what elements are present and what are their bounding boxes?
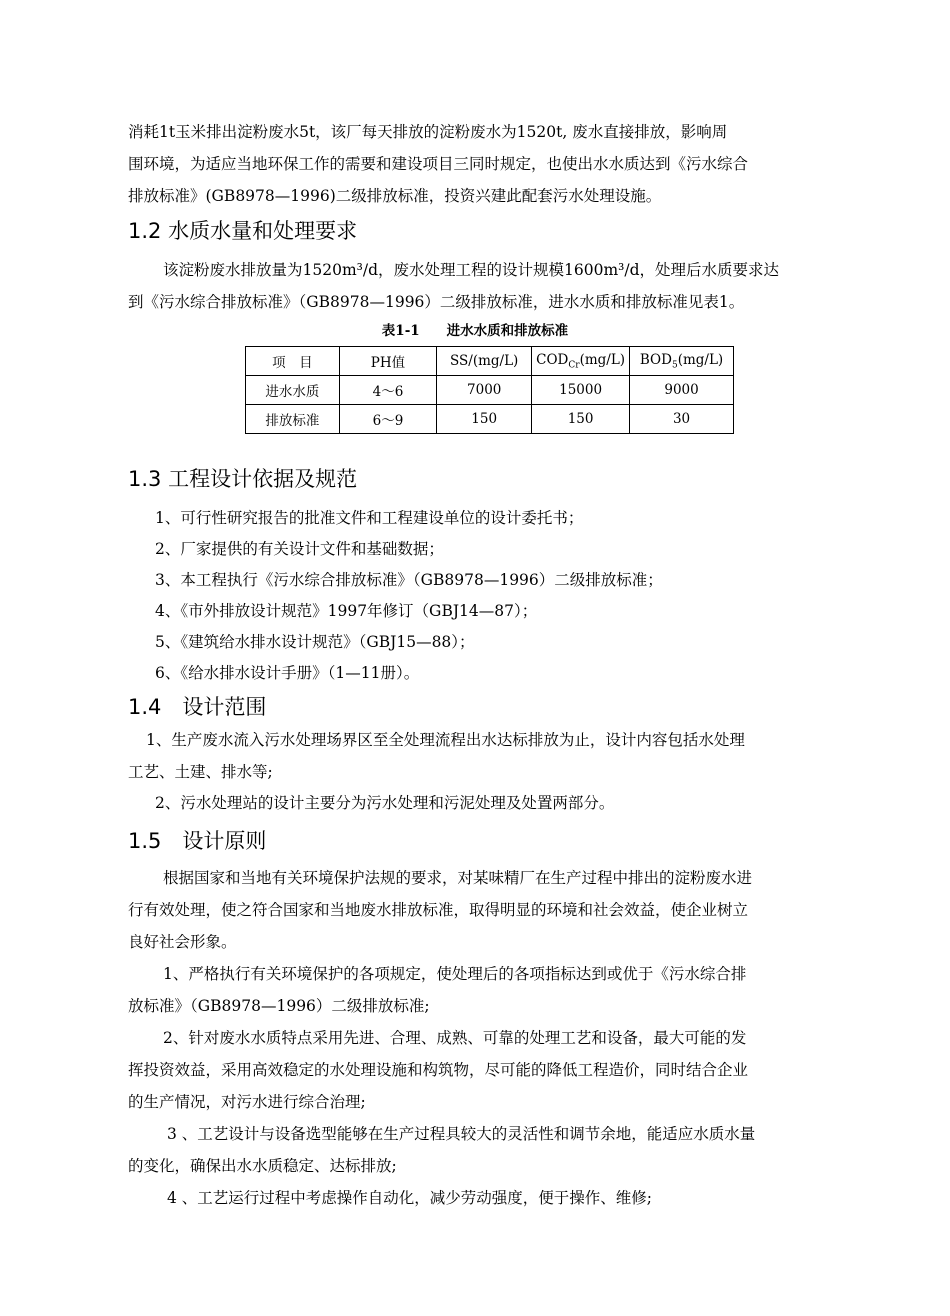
header-ph: PH值 <box>339 347 437 376</box>
cod-subscript: Cr <box>568 360 580 371</box>
principle-2-line-3: 的生产情况，对污水进行综合治理; <box>128 1093 366 1111</box>
list-item: 5、《建筑给水排水设计规范》（GBJ15—88）； <box>155 633 475 651</box>
principle-1-line-2: 放标准》（GB8978—1996）二级排放标准; <box>128 997 430 1015</box>
list-item: 6、《给水排水设计手册》（1—11册）。 <box>155 664 420 682</box>
table-cell: 150 <box>437 405 532 434</box>
principle-4: 4 、工艺运行过程中考虑操作自动化，减少劳动强度，便于操作、维修; <box>167 1189 653 1207</box>
sec-1-2-para-line-2: 到《污水综合排放标准》（GB8978—1996）二级排放标准，进水水质和排放标准见表1。 <box>128 293 745 311</box>
cod-unit: (mg/L) <box>579 351 626 368</box>
principle-3-line-2: 的变化，确保出水水质稳定、达标排放; <box>128 1157 397 1175</box>
sec-1-2-para-line-1: 该淀粉废水排放量为1520m³/d，废水处理工程的设计规模1600m³/d，处理后水质要求达 <box>163 261 780 279</box>
header-cod <box>532 347 630 376</box>
sec-1-5-para-line-2: 行有效处理，使之符合国家和当地废水排放标准，取得明显的环境和社会效益，使企业树立 <box>128 901 749 919</box>
cod-label: COD <box>536 351 569 368</box>
bod-unit: (mg/L) <box>677 351 724 368</box>
bod-subscript: 5 <box>671 360 678 371</box>
table-header-row <box>246 347 734 376</box>
table-caption: 表1-1 进水水质和排放标准 <box>381 323 569 339</box>
table-cell: 6～9 <box>339 405 437 434</box>
bod-label: BOD <box>639 351 672 368</box>
section-heading-1-5: 1.5 设计原则 <box>128 829 267 853</box>
intro-line-3: 排放标准》(GB8978—1996)二级排放标准，投资兴建此配套污水处理设施。 <box>128 187 662 205</box>
table-cell: 9000 <box>630 376 734 405</box>
header-ss: SS/(mg/L) <box>437 347 532 376</box>
intro-line-1: 消耗1t玉米排出淀粉废水5t，该厂每天排放的淀粉废水为1520t, 废水直接排放，影响周 <box>128 123 728 141</box>
section-heading-1-4: 1.4 设计范围 <box>128 695 267 719</box>
principle-1-line-1: 1、严格执行有关环境保护的各项规定，使处理后的各项指标达到或优于《污水综合排 <box>163 965 747 983</box>
sec-1-4-item-1-line-1: 1、生产废水流入污水处理场界区至全处理流程出水达标排放为止，设计内容包括水处理 <box>146 731 745 749</box>
table-cell: 进水水质 <box>246 376 340 405</box>
table-cell: 7000 <box>437 376 532 405</box>
intro-line-2: 围环境，为适应当地环保工作的需要和建设项目三同时规定，也使出水水质达到《污水综合 <box>128 155 749 173</box>
table-cell: 150 <box>532 405 630 434</box>
sec-1-5-para-line-3: 良好社会形象。 <box>128 933 237 951</box>
sec-1-4-item-1-line-2: 工艺、土建、排水等; <box>128 763 273 781</box>
table-row <box>246 405 734 434</box>
list-item: 1、可行性研究报告的批准文件和工程建设单位的设计委托书； <box>155 509 584 527</box>
table-cell: 排放标准 <box>246 405 340 434</box>
header-bod <box>630 347 734 376</box>
list-item: 4、《市外排放设计规范》1997年修订（GBJ14—87）； <box>155 602 538 620</box>
table-cell: 30 <box>630 405 734 434</box>
list-item: 2、厂家提供的有关设计文件和基础数据； <box>155 540 444 558</box>
sec-1-5-para-line-1: 根据国家和当地有关环境保护法规的要求，对某味精厂在生产过程中排出的淀粉废水进 <box>163 869 753 887</box>
section-heading-1-3: 1.3 工程设计依据及规范 <box>128 467 358 491</box>
list-item: 3、本工程执行《污水综合排放标准》（GB8978—1996）二级排放标准； <box>155 571 663 589</box>
water-quality-table <box>245 346 734 434</box>
principle-3-line-1: 3 、工艺设计与设备选型能够在生产过程具较大的灵活性和调节余地，能适应水质水量 <box>167 1125 756 1143</box>
table-row <box>246 376 734 405</box>
principle-2-line-2: 挥投资效益，采用高效稳定的水处理设施和构筑物，尽可能的降低工程造价，同时结合企业 <box>128 1061 749 1079</box>
section-heading-1-2: 1.2 水质水量和处理要求 <box>128 219 358 243</box>
principle-2-line-1: 2、针对废水水质特点采用先进、合理、成熟、可靠的处理工艺和设备，最大可能的发 <box>163 1029 747 1047</box>
table-cell: 15000 <box>532 376 630 405</box>
header-item: 项 目 <box>246 347 340 376</box>
table-cell: 4～6 <box>339 376 437 405</box>
sec-1-4-item-2: 2、污水处理站的设计主要分为污水处理和污泥处理及处置两部分。 <box>155 794 615 812</box>
